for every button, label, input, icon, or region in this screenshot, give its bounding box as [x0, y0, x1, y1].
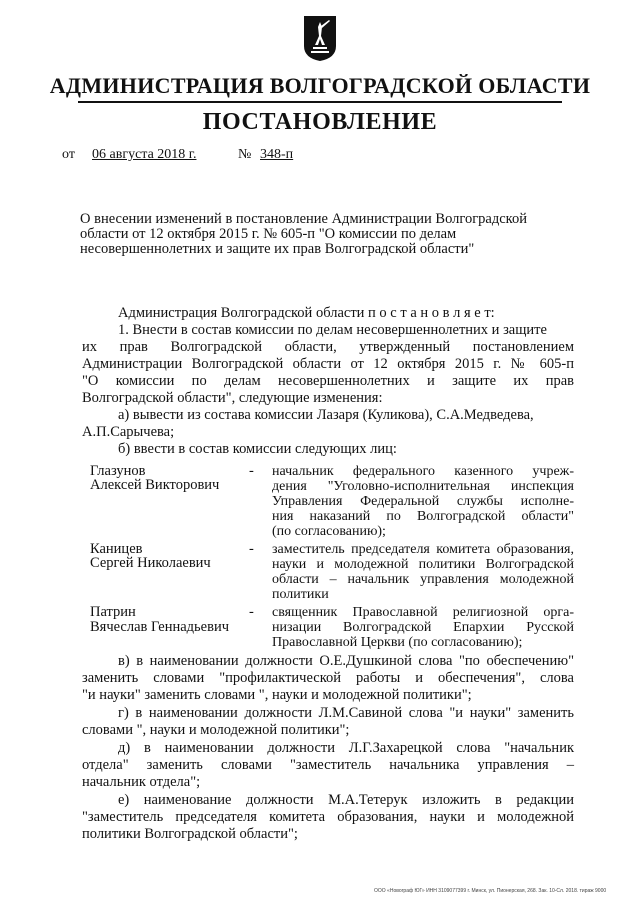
title-line: О внесении изменений в постановление Администрации Волгоградской	[80, 211, 528, 227]
item-g-line: словами ", науки и молодежной политики";	[82, 722, 350, 738]
member-dash: -	[249, 463, 254, 479]
item-a-line: А.П.Сарычева;	[82, 424, 175, 440]
member-name: Алексей Викторович	[90, 477, 220, 493]
role-line: области – начальник управления молодежной	[272, 572, 574, 587]
item-d-line: д) в наименовании должности Л.Г.Захарецкой слова "начальник	[118, 740, 574, 756]
document-type: ПОСТАНОВЛЕНИЕ	[202, 109, 438, 135]
title-line: несовершеннолетних и защите их прав Волгоградской области"	[80, 241, 475, 257]
role-line: низации Волгоградской Епархии Русской	[272, 620, 574, 635]
role-line: политики	[272, 587, 329, 602]
item-e-line: е) наименование должности М.А.Тетерук изложить в редакции	[118, 792, 574, 808]
resolution-intro: Администрация Волгоградской области п о с т а н о в л я е т:	[118, 305, 495, 321]
item-a-line: а) вывести из состава комиссии Лазаря (Куликова), С.А.Медведева,	[118, 407, 534, 423]
document-number: 348-п	[260, 147, 294, 162]
member-name: Сергей Николаевич	[90, 555, 211, 571]
item-e-line: "заместитель председателя комитета образования, науки и молодежной	[82, 809, 574, 825]
role-line: священник Православной религиозной орга-	[272, 605, 574, 620]
member-role	[272, 605, 574, 650]
role-line: (по согласованию);	[272, 524, 386, 539]
item-v-line: в) в наименовании должности О.Е.Душкиной слова "по обеспечению"	[118, 653, 574, 669]
item-d-line: отдела" заменить словами "заместитель начальника управления –	[82, 757, 574, 773]
document-title	[80, 212, 550, 257]
item1-line: 1. Внести в состав комиссии по делам несовершеннолетних и защите	[118, 322, 547, 338]
member-surname: Каницев	[90, 541, 143, 557]
item1-line: их прав Волгоградской области, утвержденный постановлением	[82, 339, 574, 355]
member-surname: Патрин	[90, 604, 136, 620]
item1-line: Администрации Волгоградской области от 12 октября 2015 г. № 605-п	[82, 356, 574, 372]
date-prefix: от	[62, 147, 75, 162]
organization-name: АДМИНИСТРАЦИЯ ВОЛГОГРАДСКОЙ ОБЛАСТИ	[49, 73, 591, 98]
member-name: Вячеслав Геннадьевич	[90, 619, 230, 635]
item-v-line: "и науки" заменить словами ", науки и молодежной политики";	[82, 687, 472, 703]
role-line: Православной Церкви (по согласованию);	[272, 635, 523, 650]
member-dash: -	[249, 604, 254, 620]
role-line: Управления Федеральной службы исполне-	[272, 494, 574, 509]
role-line: ния наказаний по Волгоградской области"	[272, 509, 574, 524]
member-surname: Глазунов	[90, 463, 146, 479]
member-role	[272, 542, 574, 602]
item-g-line: г) в наименовании должности Л.М.Савиной слова "и науки" заменить	[118, 705, 574, 721]
header-rule	[78, 101, 562, 103]
item-v-line: заменить словами "профилактической работы и обеспечения", слова	[82, 670, 574, 686]
number-prefix: №	[238, 147, 252, 162]
item1-line: Волгоградской области", следующие изменения:	[82, 390, 383, 406]
volgograd-emblem-icon	[302, 14, 338, 62]
role-line: заместитель председателя комитета образования,	[272, 542, 574, 557]
print-info-footer: ООО «Новограф ЮГ» ИНН 3109077399 г. Минск, ул. Пионерская, 268. Зак. 10-Сл. 2018. тираж 9000	[374, 888, 607, 894]
role-line: дения "Уголовно-исполнительная инспекция	[272, 479, 574, 494]
document-number-field	[256, 147, 318, 163]
item-e-line: политики Волгоградской области";	[82, 826, 298, 842]
member-dash: -	[249, 541, 254, 557]
item-b-line: б) ввести в состав комиссии следующих лиц:	[118, 441, 397, 457]
document-date: 06 августа 2018 г.	[92, 147, 197, 162]
item-d-line: начальник отдела";	[82, 774, 201, 790]
document-date-field	[80, 147, 230, 163]
item1-line: "О комиссии по делам несовершеннолетних и защите их прав	[82, 373, 574, 389]
member-role	[272, 464, 574, 539]
title-line: области от 12 октября 2015 г. № 605-п "О комиссии по делам	[80, 226, 457, 242]
role-line: начальник федерального казенного учреж-	[272, 464, 574, 479]
role-line: науки и молодежной политики Волгоградской	[272, 557, 574, 572]
